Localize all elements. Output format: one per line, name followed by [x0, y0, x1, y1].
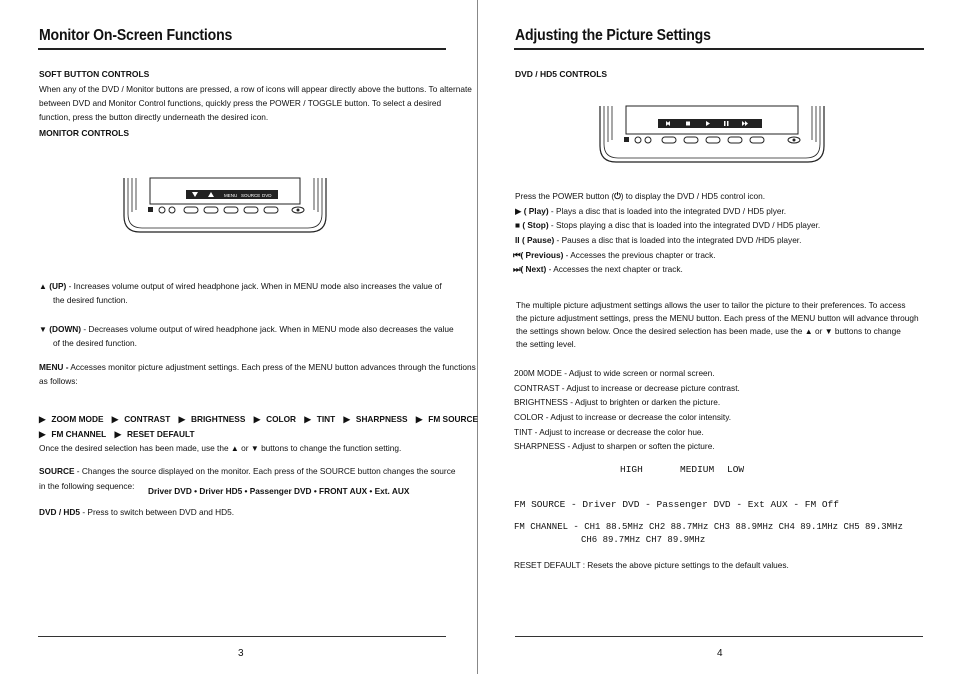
seq-item: SHARPNESS	[355, 414, 408, 424]
source-description	[39, 464, 455, 478]
down-triangle-icon: ▼	[250, 444, 259, 453]
osd-label-dvd: DVD	[262, 193, 272, 198]
arrow-right-icon: ▶	[39, 414, 46, 424]
setting-contrast: CONTRAST - Adjust to increase or decrease picture contrast.	[514, 383, 740, 393]
menu-description-line-2: as follows:	[39, 376, 78, 386]
soft-button-heading: SOFT BUTTON CONTROLS	[39, 69, 150, 79]
level-medium: MEDIUM	[680, 464, 715, 475]
play-icon: ▶	[515, 206, 522, 216]
fm-channel-line-1: FM CHANNEL - CH1 88.5MHz CH2 88.7MHz CH3 88.9MHz CH4 89.1MHz CH5 89.3MHz	[514, 522, 903, 532]
reset-default-description: RESET DEFAULT : Resets the above picture settings to the default values.	[514, 560, 789, 570]
power-instruction: Press the POWER button (⏻) to display the DVD / HD5 control icon.	[515, 191, 766, 201]
seq-item: ZOOM MODE	[51, 414, 104, 424]
down-text: - Decreases volume output of wired headphone jack. When in MENU mode also decreases the value	[81, 324, 454, 334]
once-selection-text: Once the desired selection has been made, use the ▲ or ▼ buttons to change the function setting.	[39, 443, 402, 453]
pause-icon: II	[515, 235, 520, 245]
arrow-right-icon: ▶	[111, 414, 119, 424]
multi-line-3: the settings shown below. Once the desired selection has been made, use the ▲ or ▼ buttons to change	[516, 326, 901, 336]
osd-label-source: SOURCE	[241, 193, 261, 198]
setting-brightness: BRIGHTNESS - Adjust to brighten or darken the picture.	[514, 397, 721, 407]
fm-source-line: FM SOURCE - Driver DVD - Passenger DVD - Ext AUX - FM Off	[514, 499, 839, 510]
title-rule	[38, 48, 446, 50]
up-triangle-icon: ▲	[230, 444, 239, 453]
seq-item: RESET DEFAULT	[126, 429, 195, 439]
down-triangle-icon: ▼	[824, 327, 833, 336]
page-title: Adjusting the Picture Settings	[515, 27, 711, 44]
menu-label: MENU -	[39, 362, 69, 372]
previous-icon: ⏮	[513, 250, 521, 260]
arrow-right-icon: ▶	[343, 414, 350, 424]
next-description: ⏭( Next) - Accesses the next chapter or track.	[513, 264, 683, 274]
multi-line-1: The multiple picture adjustment settings allows the user to tailor the picture to their preferences. To access	[516, 300, 906, 310]
page-title: Monitor On-Screen Functions	[39, 27, 233, 44]
footer-rule	[38, 636, 446, 637]
level-low: LOW	[727, 464, 745, 475]
arrow-right-icon: ▶	[253, 414, 261, 424]
seq-item: BRIGHTNESS	[190, 414, 246, 424]
soft-button-line-2: between DVD and Monitor Control functions, quickly press the POWER / TOGGLE button. To select a desired	[39, 98, 442, 108]
down-description	[39, 322, 454, 337]
dvd-hd5-label: DVD / HD5	[39, 507, 81, 517]
soft-button-line-3: function, press the button directly underneath the desired icon.	[39, 112, 269, 122]
source-label: SOURCE	[39, 466, 75, 476]
title-rule	[514, 48, 924, 50]
footer-rule	[515, 636, 923, 637]
stop-icon: ■	[515, 220, 521, 230]
arrow-right-icon: ▶	[178, 414, 185, 424]
fm-channel-line-2: CH6 89.7MHz CH7 89.9MHz	[581, 535, 706, 545]
up-triangle-icon: ▲	[39, 282, 47, 291]
setting-zoom: 200M MODE - Adjust to wide screen or normal screen.	[514, 368, 715, 378]
pause-description: II ( Pause) - Pauses a disc that is loaded into the integrated DVD /HD5 player.	[515, 235, 802, 245]
power-icon: ⏻	[614, 191, 621, 201]
menu-text: Accesses monitor picture adjustment settings. Each press of the MENU button advances through the functions	[68, 362, 476, 372]
page-number: 4	[717, 648, 723, 659]
setting-tint: TINT - Adjust to increase or decrease the color hue.	[514, 427, 704, 437]
soft-button-line-1: When any of the DVD / Monitor buttons are pressed, a row of icons will appear directly above the buttons. To alternate	[39, 84, 472, 94]
next-icon: ⏭	[513, 264, 521, 274]
dvd-hd5-description	[39, 505, 234, 519]
previous-description: ⏮( Previous) - Accesses the previous chapter or track.	[513, 250, 716, 260]
dvd-hd5-text: - Press to switch between DVD and HD5.	[80, 507, 235, 517]
monitor-illustration	[120, 176, 330, 236]
osd-label-menu: MENU	[224, 193, 238, 198]
setting-sharpness: SHARPNESS - Adjust to sharpen or soften the picture.	[514, 441, 715, 451]
arrow-right-icon: ▶	[304, 414, 311, 424]
page-4	[478, 0, 954, 674]
source-text: - Changes the source displayed on the monitor. Each press of the SOURCE button changes the source	[74, 466, 456, 476]
source-sequence: Driver DVD • Driver HD5 • Passenger DVD • FRONT AUX • Ext. AUX	[148, 486, 410, 496]
arrow-right-icon: ▶	[114, 429, 121, 439]
up-text: - Increases volume output of wired headphone jack. When in MENU mode also increases the value of	[66, 281, 442, 291]
multi-line-4: the setting level.	[516, 339, 576, 349]
arrow-right-icon: ▶	[39, 429, 46, 439]
dvd-monitor-illustration	[596, 104, 828, 166]
dvd-hd5-controls-heading: DVD / HD5 CONTROLS	[515, 69, 608, 79]
up-description-line-2: the desired function.	[53, 295, 128, 305]
seq-item: FM SOURCE	[428, 414, 479, 424]
stop-description: ■ ( Stop) - Stops playing a disc that is loaded into the integrated DVD / HD5 player.	[515, 220, 821, 230]
setting-color: COLOR - Adjust to increase or decrease the color intensity.	[514, 412, 732, 422]
seq-item: CONTRAST	[124, 414, 171, 424]
menu-description	[39, 360, 476, 374]
down-description-line-2: of the desired function.	[53, 338, 137, 348]
seq-item: TINT	[316, 414, 336, 424]
level-high: HIGH	[620, 464, 643, 475]
monitor-controls-heading: MONITOR CONTROLS	[39, 128, 130, 138]
seq-item: FM CHANNEL	[51, 429, 107, 439]
page-number: 3	[238, 648, 244, 659]
arrow-right-icon: ▶	[415, 414, 423, 424]
up-description	[39, 279, 442, 294]
source-description-line-2: in the following sequence:	[39, 481, 135, 491]
down-triangle-icon: ▼	[39, 325, 47, 334]
seq-item: COLOR	[266, 414, 297, 424]
menu-sequence-line-2	[39, 427, 201, 441]
multi-line-2: the picture adjustment settings, press the MENU button. Each press of the MENU button will advance through	[516, 313, 919, 323]
down-label: (DOWN)	[49, 324, 82, 334]
menu-sequence-line-1	[39, 412, 484, 426]
up-triangle-icon: ▲	[804, 327, 813, 336]
up-label: (UP)	[49, 281, 67, 291]
play-description: ▶ ( Play) - Plays a disc that is loaded into the integrated DVD / HD5 plyer.	[515, 206, 787, 216]
